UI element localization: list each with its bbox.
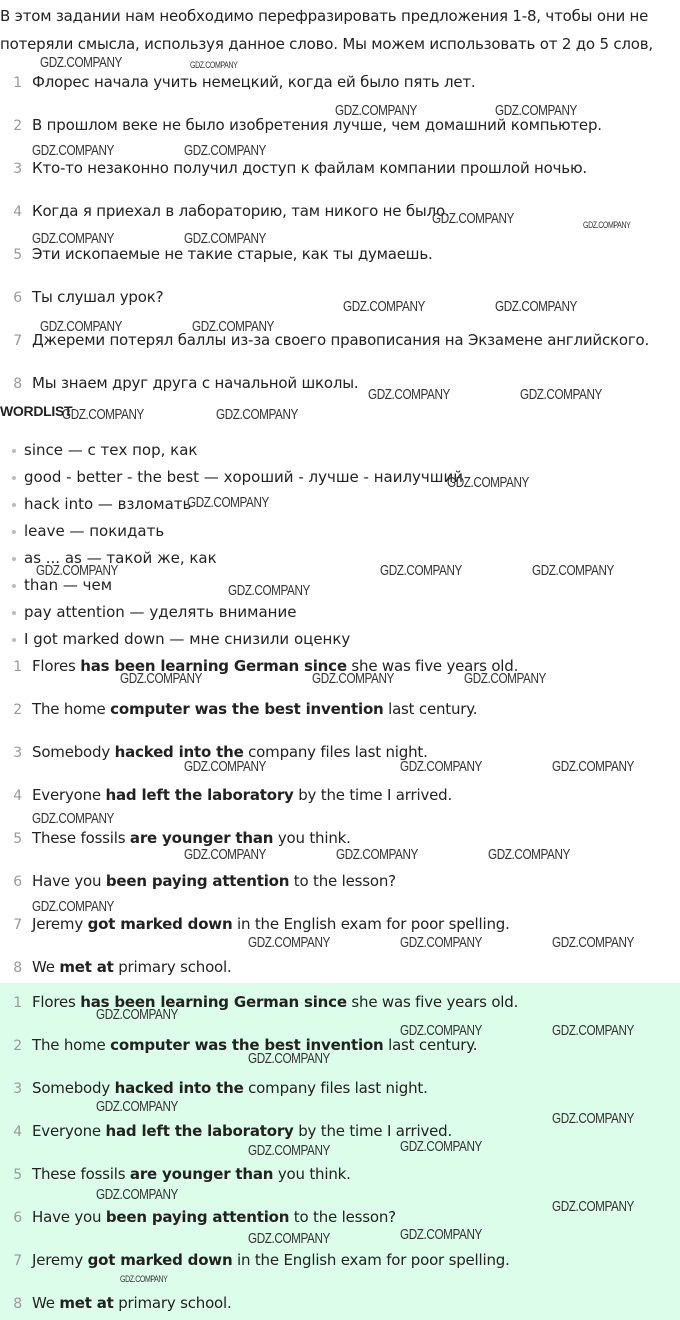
answer-text: These fossils: [32, 829, 130, 847]
sentence-number: 8: [13, 376, 22, 392]
answer-row: [0, 1120, 452, 1142]
answer-number: 6: [13, 874, 22, 890]
answer-text: We: [32, 1294, 60, 1312]
answer-number: 7: [13, 917, 22, 933]
answer-keyword: computer was the best invention: [110, 1036, 384, 1054]
bullet-icon: [12, 611, 16, 615]
watermark-text: GDZ.COMPANY: [583, 220, 631, 230]
answer-text: company files last night.: [243, 743, 428, 761]
watermark-text: GDZ.COMPANY: [187, 494, 269, 511]
answer-text: Somebody: [32, 1079, 115, 1097]
answer-text: to the lesson?: [289, 1208, 396, 1226]
watermark-text: GDZ.COMPANY: [184, 142, 266, 159]
watermark-text: GDZ.COMPANY: [32, 230, 114, 247]
sentence-row: [0, 200, 450, 222]
watermark-text: GDZ.COMPANY: [400, 1022, 482, 1039]
answer-row: [0, 698, 477, 720]
sentence-row: [0, 157, 587, 179]
sentence-row: [0, 286, 163, 308]
wordlist-item: [12, 439, 197, 461]
answer-row: [0, 1249, 510, 1271]
answer-keyword: has been learning German since: [80, 993, 347, 1011]
watermark-text: GDZ.COMPANY: [40, 318, 122, 335]
answer-text: in the English exam for poor spelling.: [232, 1251, 510, 1269]
answer-keyword: met at: [59, 958, 114, 976]
watermark-text: GDZ.COMPANY: [400, 758, 482, 775]
answer-row: [0, 827, 351, 849]
answer-text: by the time I arrived.: [293, 786, 453, 804]
answer-row: [0, 1292, 232, 1314]
wordlist-text: hack into — взломать: [24, 495, 192, 513]
sentence-text: Мы знаем друг друга с начальной школы.: [32, 374, 359, 392]
answer-number: 6: [13, 1210, 22, 1226]
watermark-text: GDZ.COMPANY: [62, 406, 144, 423]
answer-row: [0, 913, 510, 935]
answer-row: [0, 870, 396, 892]
answer-text: primary school.: [113, 958, 232, 976]
watermark-text: GDZ.COMPANY: [447, 474, 529, 491]
watermark-text: GDZ.COMPANY: [32, 810, 114, 827]
answer-row: [0, 1206, 396, 1228]
intro-text: В этом задании нам необходимо перефразировать предложения 1-8, чтобы они не потеряли смысла, используя данное слово. Мы можем использовать от 2 до 5 слов,: [0, 7, 653, 53]
sentence-text: Кто-то незаконно получил доступ к файлам компании прошлой ночью.: [32, 159, 587, 177]
watermark-text: GDZ.COMPANY: [400, 1138, 482, 1155]
answer-row: [0, 991, 518, 1013]
watermark-text: GDZ.COMPANY: [248, 1050, 330, 1067]
answer-text: last century.: [383, 700, 478, 718]
answer-text: by the time I arrived.: [293, 1122, 453, 1140]
watermark-text: GDZ.COMPANY: [120, 670, 202, 687]
sentence-text: Флорес начала учить немецкий, когда ей было пять лет.: [32, 73, 476, 91]
sentence-text: В прошлом веке не было изобретения лучше, чем домашний компьютер.: [32, 116, 602, 134]
watermark-text: GDZ.COMPANY: [520, 386, 602, 403]
answer-text: We: [32, 958, 60, 976]
answer-row: [0, 1163, 351, 1185]
sentence-number: 6: [13, 290, 22, 306]
watermark-text: GDZ.COMPANY: [248, 934, 330, 951]
watermark-text: GDZ.COMPANY: [432, 210, 514, 227]
answer-keyword: computer was the best invention: [110, 700, 384, 718]
sentence-number: 3: [13, 161, 22, 177]
wordlist-text: than — чем: [24, 576, 113, 594]
answer-keyword: had left the laboratory: [105, 786, 294, 804]
watermark-text: GDZ.COMPANY: [248, 1230, 330, 1247]
sentence-number: 5: [13, 247, 22, 263]
watermark-text: GDZ.COMPANY: [216, 406, 298, 423]
answer-text: company files last night.: [243, 1079, 428, 1097]
bullet-icon: [12, 449, 16, 453]
answer-keyword: hacked into the: [114, 1079, 244, 1097]
answer-text: These fossils: [32, 1165, 130, 1183]
sentence-number: 2: [13, 118, 22, 134]
answer-text: Have you: [32, 872, 106, 890]
answer-text: you think.: [273, 829, 351, 847]
watermark-text: GDZ.COMPANY: [552, 1110, 634, 1127]
answer-keyword: been paying attention: [105, 1208, 290, 1226]
answer-text: she was five years old.: [346, 993, 519, 1011]
answer-text: last century.: [383, 1036, 478, 1054]
bullet-icon: [12, 530, 16, 534]
answer-keyword: got marked down: [87, 1251, 233, 1269]
watermark-text: GDZ.COMPANY: [184, 758, 266, 775]
watermark-text: GDZ.COMPANY: [96, 1186, 178, 1203]
sentence-row: [0, 372, 358, 394]
answer-number: 1: [13, 995, 22, 1011]
sentence-text: Ты слушал урок?: [32, 288, 164, 306]
answer-text: Flores: [32, 657, 81, 675]
watermark-text: GDZ.COMPANY: [400, 1226, 482, 1243]
answer-keyword: are younger than: [129, 829, 274, 847]
wordlist-text: as ... as — такой же, как: [24, 549, 217, 567]
answer-number: 3: [13, 1081, 22, 1097]
watermark-text: GDZ.COMPANY: [184, 230, 266, 247]
bullet-icon: [12, 638, 16, 642]
watermark-text: GDZ.COMPANY: [96, 1006, 178, 1023]
watermark-text: GDZ.COMPANY: [32, 142, 114, 159]
watermark-text: GDZ.COMPANY: [400, 934, 482, 951]
watermark-text: GDZ.COMPANY: [336, 846, 418, 863]
wordlist-text: I got marked down — мне снизили оценку: [24, 630, 351, 648]
answer-text: Jeremy: [32, 915, 88, 933]
answer-text: The home: [32, 1036, 111, 1054]
answer-text: to the lesson?: [289, 872, 396, 890]
answer-keyword: met at: [59, 1294, 114, 1312]
watermark-text: GDZ.COMPANY: [335, 102, 417, 119]
answer-text: Everyone: [32, 1122, 106, 1140]
answer-number: 8: [13, 1296, 22, 1312]
watermark-text: GDZ.COMPANY: [96, 1098, 178, 1115]
answer-keyword: had left the laboratory: [105, 1122, 294, 1140]
answer-number: 1: [13, 659, 22, 675]
answer-text: Jeremy: [32, 1251, 88, 1269]
answer-text: in the English exam for poor spelling.: [232, 915, 510, 933]
watermark-text: GDZ.COMPANY: [488, 846, 570, 863]
wordlist-heading: WORDLIST: [0, 403, 73, 419]
answer-text: Flores: [32, 993, 81, 1011]
answer-text: Have you: [32, 1208, 106, 1226]
sentence-number: 4: [13, 204, 22, 220]
watermark-text: GDZ.COMPANY: [32, 898, 114, 915]
watermark-text: GDZ.COMPANY: [380, 562, 462, 579]
watermark-text: GDZ.COMPANY: [368, 386, 450, 403]
sentence-number: 1: [13, 75, 22, 91]
sentence-text: Джереми потерял баллы из-за своего правописания на Экзамене английского.: [32, 331, 650, 349]
watermark-text: GDZ.COMPANY: [464, 670, 546, 687]
answer-number: 4: [13, 1124, 22, 1140]
watermark-text: GDZ.COMPANY: [495, 102, 577, 119]
answer-row: [0, 956, 232, 978]
answer-keyword: has been learning German since: [80, 657, 347, 675]
sentence-text: Эти ископаемые не такие старые, как ты думаешь.: [32, 245, 433, 263]
answer-number: 2: [13, 1038, 22, 1054]
watermark-text: GDZ.COMPANY: [312, 670, 394, 687]
answer-number: 5: [13, 1167, 22, 1183]
answer-row: [0, 1077, 428, 1099]
watermark-text: GDZ.COMPANY: [552, 758, 634, 775]
wordlist-text: leave — покидать: [24, 522, 165, 540]
sentence-number: 7: [13, 333, 22, 349]
answer-row: [0, 784, 452, 806]
sentence-text: Когда я приехал в лабораторию, там никого не было.: [32, 202, 450, 220]
answer-text: primary school.: [113, 1294, 232, 1312]
watermark-text: GDZ.COMPANY: [495, 298, 577, 315]
watermark-text: GDZ.COMPANY: [248, 1142, 330, 1159]
answer-keyword: are younger than: [129, 1165, 274, 1183]
answer-keyword: been paying attention: [105, 872, 290, 890]
wordlist-text: good - better - the best — хороший - лучше - наилучший: [24, 468, 464, 486]
answer-number: 8: [13, 960, 22, 976]
wordlist-text: pay attention — уделять внимание: [24, 603, 297, 621]
bullet-icon: [12, 557, 16, 561]
wordlist-item: [12, 601, 296, 623]
watermark-text: GDZ.COMPANY: [190, 60, 238, 70]
answer-keyword: hacked into the: [114, 743, 244, 761]
bullet-icon: [12, 476, 16, 480]
watermark-text: GDZ.COMPANY: [184, 846, 266, 863]
answer-text: Somebody: [32, 743, 115, 761]
watermark-text: GDZ.COMPANY: [532, 562, 614, 579]
sentence-row: [0, 71, 475, 93]
watermark-text: GDZ.COMPANY: [552, 934, 634, 951]
wordlist-text: since — с тех пор, как: [24, 441, 198, 459]
answer-text: Everyone: [32, 786, 106, 804]
answer-number: 2: [13, 702, 22, 718]
watermark-text: GDZ.COMPANY: [552, 1198, 634, 1215]
wordlist-item: [12, 628, 350, 650]
bullet-icon: [12, 584, 16, 588]
answer-number: 4: [13, 788, 22, 804]
answer-number: 5: [13, 831, 22, 847]
watermark-text: GDZ.COMPANY: [36, 562, 118, 579]
answer-text: The home: [32, 700, 111, 718]
bullet-icon: [12, 503, 16, 507]
watermark-text: GDZ.COMPANY: [343, 298, 425, 315]
answer-number: 3: [13, 745, 22, 761]
answer-text: you think.: [273, 1165, 351, 1183]
answer-number: 7: [13, 1253, 22, 1269]
wordlist-item: [12, 466, 463, 488]
watermark-text: GDZ.COMPANY: [228, 582, 310, 599]
answer-keyword: got marked down: [87, 915, 233, 933]
answer-row: [0, 655, 518, 677]
watermark-text: GDZ.COMPANY: [192, 318, 274, 335]
answer-text: she was five years old.: [346, 657, 519, 675]
watermark-text: GDZ.COMPANY: [552, 1022, 634, 1039]
watermark-text: GDZ.COMPANY: [40, 54, 122, 71]
watermark-text: GDZ.COMPANY: [120, 1274, 168, 1284]
wordlist-item: [12, 493, 191, 515]
wordlist-item: [12, 520, 164, 542]
